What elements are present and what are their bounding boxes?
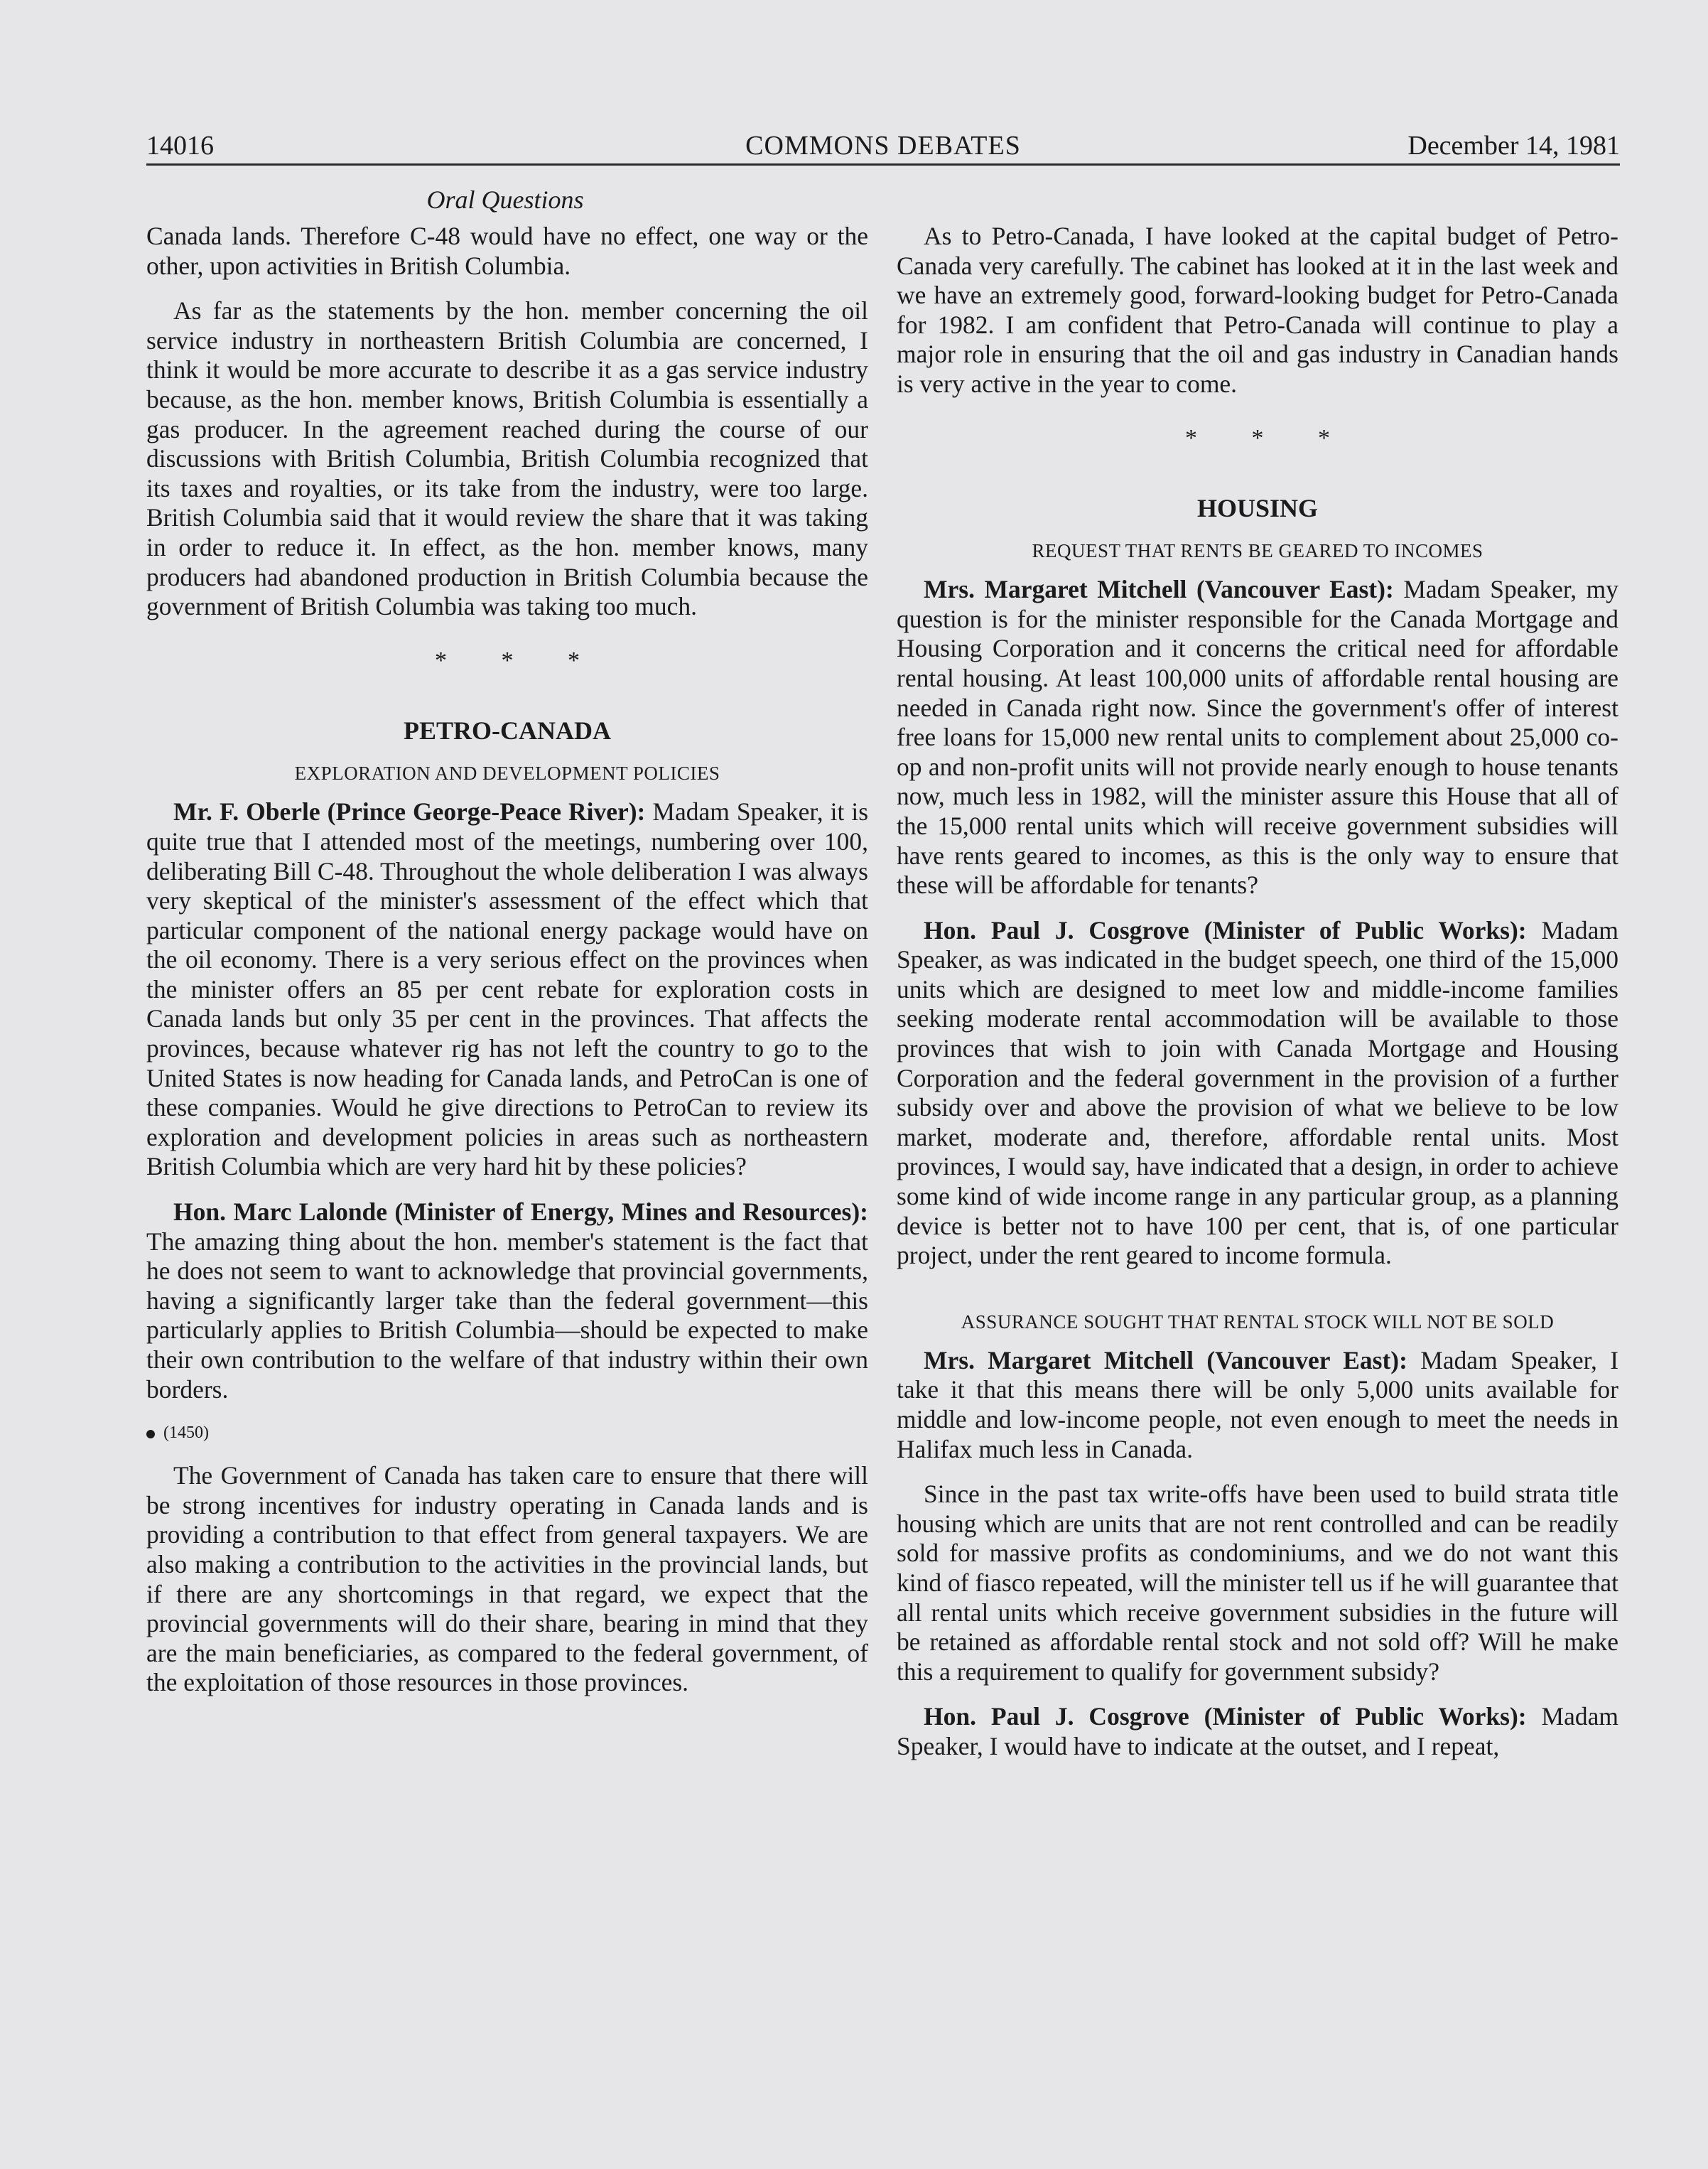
speech bbox=[897, 916, 1618, 1271]
speaker-name: Hon. Paul J. Cosgrove (Minister of Public Works): bbox=[924, 915, 1527, 944]
speaker-name: Mrs. Margaret Mitchell (Vancouver East): bbox=[924, 1345, 1407, 1374]
publication-date: December 14, 1981 bbox=[1407, 131, 1620, 161]
speech-text: The amazing thing about the hon. member's statement is the fact that he does not seem to want to acknowledge that provincial governments, having a significantly larger take than the federal government—this particularly applies to British Columbia—should be expected to make their own contribution to the welfare of that industry within their own borders. bbox=[146, 1227, 868, 1404]
speech bbox=[146, 797, 868, 1182]
subheading: ASSURANCE SOUGHT THAT RENTAL STOCK WILL NOT BE SOLD bbox=[961, 1310, 1555, 1333]
publication-title: COMMONS DEBATES bbox=[745, 131, 1021, 161]
page-header bbox=[146, 125, 1620, 166]
speech-text: Madam Speaker, it is quite true that I attended most of the meetings, numbering over 100, deliberating Bill C-48. Throughout the whole deliberation I was always very skeptical of the minister's assessment of the effect which that particular component of the national energy package would have on the oil economy. There is a very serious effect on the provinces when the minister offers an 85 per cent rebate for exploration costs in Canada lands but only 35 per cent in the provinces. That affects the provinces, because whatever rig has not left the country to go to the United States is now heading for Canada lands, and PetroCan is one of these companies. Would he give directions to PetroCan to review its exploration and development policies in areas such as northeastern British Columbia which are very hard hit by these policies? bbox=[146, 797, 869, 1181]
paragraph: As far as the statements by the hon. member concerning the oil service industry in northeastern British Columbia are concerned, I think it would be more accurate to describe it as a gas service industry because, as the hon. member knows, British Columbia is essentially a gas producer. In the agreement reached during the course of our discussions with British Columbia, British Columbia recognized that its taxes and royalties, or its take from the industry, were too large. British Columbia said that it would review the share that it was taking in order to reduce it. In effect, as the hon. member knows, many producers had abandoned production in British Columbia because the government of British Columbia was taking too much. bbox=[146, 296, 868, 621]
paragraph: Since in the past tax write-offs have been used to build strata title housing which are units that are not rent controlled and can be readily sold for massive profits as condominiums, and we do not want this kind of fiasco repeated, will the minister tell us if he will guarantee that all rental units which receive government subsidies in the future will be retained as affordable rental stock and not sold off? Will he make this a requirement to qualify for government subsidy? bbox=[897, 1480, 1618, 1686]
speech-text: Madam Speaker, I would have to indicate at the outset, and I repeat, bbox=[897, 1702, 1618, 1760]
speaker-name: Mr. F. Oberle (Prince George-Peace River): bbox=[173, 797, 646, 827]
speech bbox=[146, 1197, 868, 1404]
left-column bbox=[146, 222, 868, 1713]
paragraph: The Government of Canada has taken care to ensure that there will be strong incentives for industry operating in Canada lands and is providing a contribution to that effect from general taxpayers. We are also making a contribution to the activities in the provincial lands, but if there are any shortcomings in that regard, we expect that the provincial governments will do their share, bearing in mind that they are the main beneficiaries, as compared to the federal government, of the exploitation of those resources in those provinces. bbox=[146, 1461, 868, 1697]
speaker-name: Hon. Paul J. Cosgrove (Minister of Public Works): bbox=[924, 1702, 1527, 1731]
speech bbox=[897, 575, 1618, 900]
time-stamp: (1450) bbox=[163, 1423, 209, 1443]
speech bbox=[897, 1702, 1618, 1761]
speech-text: Madam Speaker, as was indicated in the budget speech, one third of the 15,000 units which are designed to meet low and middle-income families seeking moderate rental accommodation will be available to those provinces that wish to join with Canada Mortgage and Housing Corporation and the federal government in the provision of a further subsidy over and above the provision of what we believe to be low market, moderate and, therefore, affordable rental units. Most provinces, I would say, have indicated that a design, in order to achieve some kind of wide income range in any particular group, as a planning device is better not to have 100 per cent, that is, of one particular project, under the rent geared to income formula. bbox=[897, 915, 1618, 1270]
speaker-name: Mrs. Margaret Mitchell (Vancouver East): bbox=[924, 575, 1394, 604]
speech-text: Madam Speaker, I take it that this means there will be only 5,000 units available for middle and low-income people, not even enough to meet the needs in Halifax much less in Canada. bbox=[897, 1345, 1619, 1463]
paragraph: Canada lands. Therefore C-48 would have no effect, one way or the other, upon activities in British Columbia. bbox=[146, 222, 868, 280]
section-title: PETRO-CANADA bbox=[404, 716, 611, 746]
section-separator: * * * bbox=[435, 647, 604, 674]
right-column bbox=[897, 222, 1618, 1777]
header-rule bbox=[146, 163, 1620, 166]
running-head: Oral Questions bbox=[426, 185, 584, 214]
speech bbox=[897, 1346, 1618, 1464]
paragraph: As to Petro-Canada, I have looked at the capital budget of Petro-Canada very carefully. The cabinet has looked at it in the last week and we have an extremely good, forward-looking budget for Petro-Canada for 1982. I am confident that Petro-Canada will continue to play a major role in ensuring that the oil and gas industry in Canadian hands is very active in the year to come. bbox=[897, 222, 1618, 398]
speech-text: Madam Speaker, my question is for the minister responsible for the Canada Mortgage and Housing Corporation and it concerns the critical need for affordable rental housing. At least 100,000 units of affordable rental housing are needed in Canada right now. Since the government's offer of interest free loans for 15,000 new rental units to complement about 25,000 co-op and non-profit units will not provide nearly enough to house tenants now, much less in 1982, will the minister assure this House that all of the 15,000 rental units which will receive government subsidies will have rents geared to incomes, as this is the only way to ensure that these will be affordable for tenants? bbox=[897, 575, 1619, 900]
section-separator: * * * bbox=[1185, 424, 1354, 451]
subheading: REQUEST THAT RENTS BE GEARED TO INCOMES bbox=[1032, 540, 1483, 562]
section-title: HOUSING bbox=[1196, 494, 1319, 523]
subheading: EXPLORATION AND DEVELOPMENT POLICIES bbox=[294, 763, 720, 785]
page-number: 14016 bbox=[146, 131, 214, 161]
time-marker bbox=[146, 1420, 868, 1446]
speaker-name: Hon. Marc Lalonde (Minister of Energy, Mines and Resources): bbox=[173, 1197, 868, 1227]
bullet-icon bbox=[146, 1430, 155, 1438]
